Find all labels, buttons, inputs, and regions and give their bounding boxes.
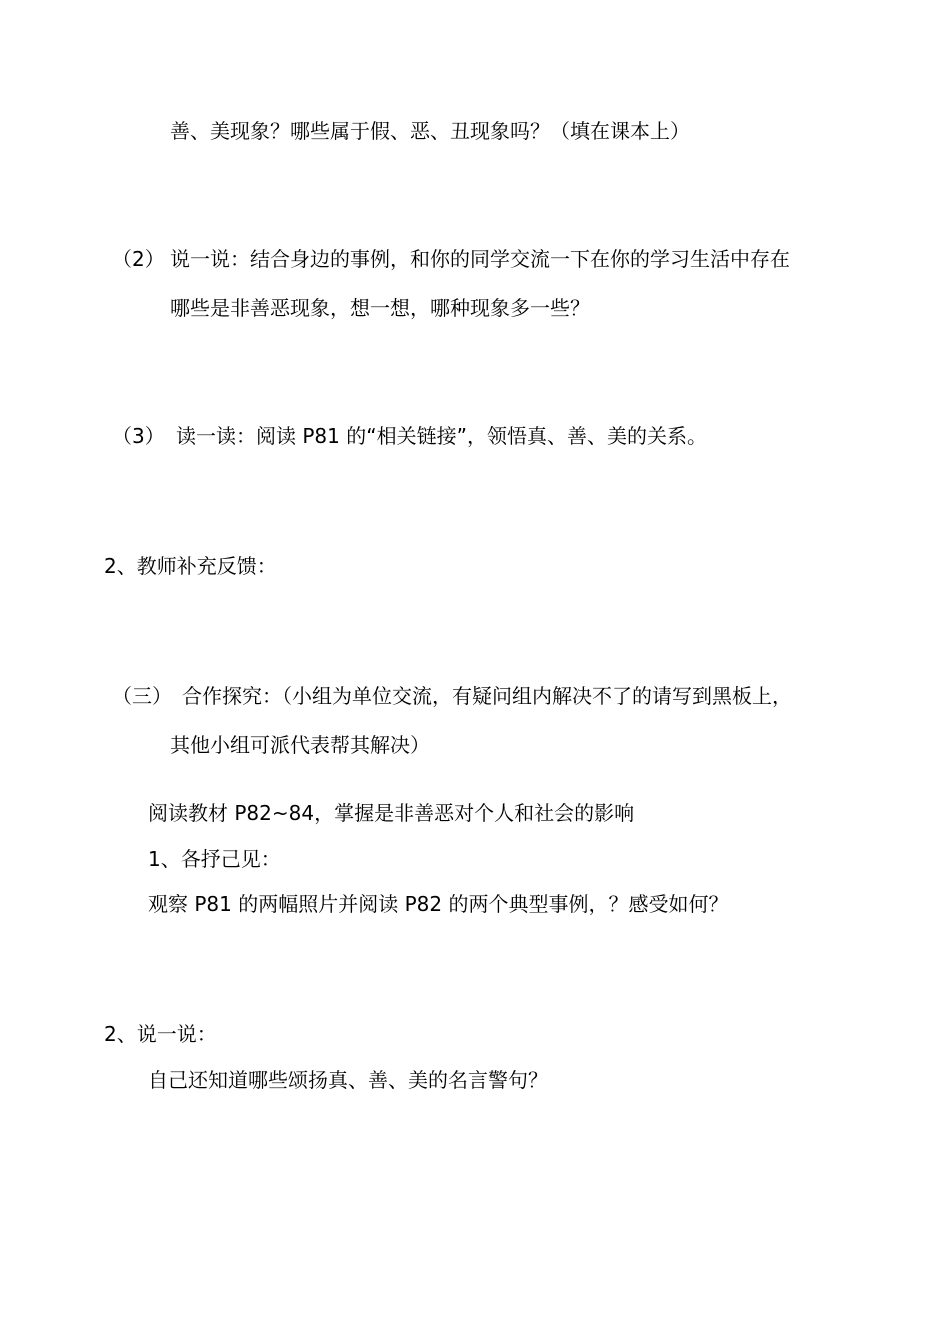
item-3-text: 读一读：阅读 P81 的“相关链接”，领悟真、善、美的关系。 [176, 424, 707, 448]
observation-question: 观察 P81 的两幅照片并阅读 P82 的两个典型事例，？感受如何？ [148, 892, 729, 916]
section-heading-teacher-feedback: 2、教师补充反馈： [104, 554, 277, 578]
item-2-line [112, 249, 790, 269]
section-three-line [112, 686, 792, 706]
item-2-number: （2） [112, 247, 165, 271]
section-three-continuation: 其他小组可派代表帮其解决） [170, 733, 430, 757]
subheading-opinions: 1、各抒己见： [148, 847, 281, 871]
item-3-number: （3） [112, 424, 165, 448]
subheading-say: 2、说一说： [104, 1022, 217, 1046]
reading-instruction: 阅读教材 P82~84，掌握是非善恶对个人和社会的影响 [148, 801, 635, 825]
section-three-text: 合作探究：（小组为单位交流，有疑问组内解决不了的请写到黑板上， [182, 684, 792, 708]
text-line-1: 善、美现象？哪些属于假、恶、丑现象吗？（填在课本上） [170, 119, 690, 143]
quotes-question: 自己还知道哪些颂扬真、善、美的名言警句？ [148, 1068, 548, 1092]
section-three-number: （三） [112, 684, 172, 708]
item-2-continuation: 哪些是非善恶现象，想一想，哪种现象多一些？ [170, 296, 590, 320]
item-3-line [112, 426, 707, 446]
item-2-text: 说一说：结合身边的事例，和你的同学交流一下在你的学习生活中存在 [170, 247, 790, 271]
